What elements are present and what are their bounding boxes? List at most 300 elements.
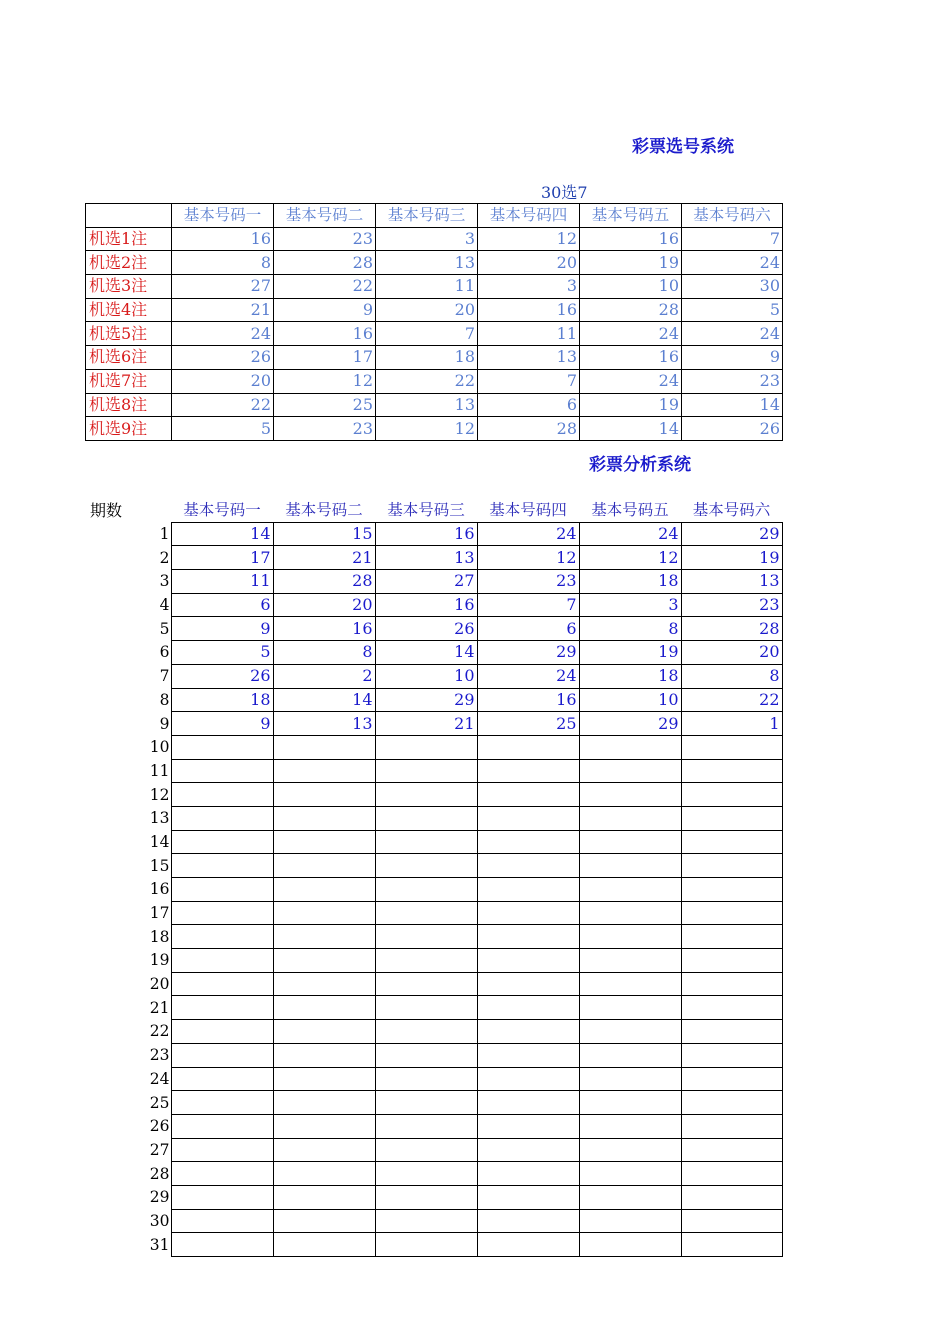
number-cell[interactable]: 28	[273, 570, 375, 594]
number-cell[interactable]	[375, 1067, 477, 1091]
selection-column-header: 基本号码三	[376, 204, 478, 228]
number-cell[interactable]	[579, 830, 681, 854]
number-cell[interactable]	[171, 901, 273, 925]
number-cell[interactable]: 13	[478, 346, 580, 370]
table-row	[85, 688, 782, 712]
number-cell[interactable]: 6	[477, 617, 579, 641]
number-cell[interactable]: 12	[477, 546, 579, 570]
number-cell[interactable]: 11	[171, 570, 273, 594]
number-cell[interactable]: 3	[376, 227, 478, 251]
issue-number: 8	[159, 690, 170, 709]
number-cell[interactable]: 29	[579, 712, 681, 736]
number-cell[interactable]	[681, 1114, 782, 1138]
row-label: 机选6注	[86, 346, 172, 370]
number-cell[interactable]: 16	[478, 298, 580, 322]
number-cell[interactable]	[579, 972, 681, 996]
number-cell[interactable]: 7	[477, 593, 579, 617]
number-cell[interactable]	[681, 878, 782, 902]
number-cell[interactable]	[477, 901, 579, 925]
number-cell[interactable]	[375, 925, 477, 949]
number-cell[interactable]: 14	[580, 417, 682, 441]
row-label: 机选9注	[86, 417, 172, 441]
number-cell[interactable]: 16	[274, 322, 376, 346]
number-cell[interactable]: 22	[172, 393, 274, 417]
table-row	[85, 522, 782, 546]
issue-number: 12	[149, 785, 170, 804]
number-cell[interactable]: 18	[376, 346, 478, 370]
number-cell[interactable]: 7	[682, 227, 783, 251]
table-row	[85, 1162, 782, 1186]
number-cell[interactable]: 10	[579, 688, 681, 712]
number-cell[interactable]: 9	[171, 712, 273, 736]
number-cell[interactable]: 2	[273, 664, 375, 688]
issue-number: 11	[149, 761, 170, 780]
selection-table	[85, 203, 783, 441]
number-cell[interactable]: 30	[682, 275, 783, 299]
number-cell[interactable]	[171, 1138, 273, 1162]
number-cell[interactable]: 20	[273, 593, 375, 617]
table-row	[85, 641, 782, 665]
number-cell[interactable]: 13	[375, 546, 477, 570]
number-cell[interactable]	[579, 925, 681, 949]
number-cell[interactable]: 16	[477, 688, 579, 712]
number-cell[interactable]	[375, 1185, 477, 1209]
issue-number: 30	[149, 1211, 170, 1230]
number-cell[interactable]	[273, 806, 375, 830]
row-label: 机选5注	[86, 322, 172, 346]
number-cell[interactable]: 20	[172, 369, 274, 393]
number-cell[interactable]	[579, 1233, 681, 1257]
number-cell[interactable]: 8	[172, 251, 274, 275]
number-cell[interactable]: 5	[682, 298, 783, 322]
number-cell[interactable]	[477, 1209, 579, 1233]
number-cell[interactable]: 13	[376, 251, 478, 275]
number-cell[interactable]: 18	[579, 570, 681, 594]
number-cell[interactable]	[375, 878, 477, 902]
number-cell[interactable]	[477, 806, 579, 830]
number-cell[interactable]	[273, 1138, 375, 1162]
number-cell[interactable]: 9	[171, 617, 273, 641]
number-cell[interactable]	[579, 1185, 681, 1209]
number-cell[interactable]: 29	[681, 522, 782, 546]
number-cell[interactable]: 13	[376, 393, 478, 417]
number-cell[interactable]	[681, 972, 782, 996]
number-cell[interactable]: 6	[478, 393, 580, 417]
number-cell[interactable]	[273, 996, 375, 1020]
number-cell[interactable]	[273, 901, 375, 925]
number-cell[interactable]: 18	[579, 664, 681, 688]
number-cell[interactable]	[171, 735, 273, 759]
number-cell[interactable]	[681, 1162, 782, 1186]
number-cell[interactable]	[579, 901, 681, 925]
number-cell[interactable]	[681, 854, 782, 878]
number-cell[interactable]	[375, 972, 477, 996]
analysis-table	[85, 499, 783, 1257]
number-cell[interactable]	[681, 735, 782, 759]
number-cell[interactable]	[273, 925, 375, 949]
number-cell[interactable]	[375, 1209, 477, 1233]
number-cell[interactable]	[681, 1209, 782, 1233]
number-cell[interactable]	[273, 759, 375, 783]
table-row	[86, 275, 783, 299]
row-label: 机选4注	[86, 298, 172, 322]
number-cell[interactable]: 11	[478, 322, 580, 346]
number-cell[interactable]	[681, 1233, 782, 1257]
number-cell[interactable]	[375, 806, 477, 830]
number-cell[interactable]	[579, 1162, 681, 1186]
number-cell[interactable]: 19	[580, 393, 682, 417]
table-row	[85, 830, 782, 854]
number-cell[interactable]	[273, 854, 375, 878]
table-row	[85, 854, 782, 878]
number-cell[interactable]: 23	[681, 593, 782, 617]
number-cell[interactable]: 23	[682, 369, 783, 393]
number-cell[interactable]	[579, 735, 681, 759]
number-cell[interactable]	[681, 1185, 782, 1209]
number-cell[interactable]	[681, 1067, 782, 1091]
table-row	[85, 806, 782, 830]
number-cell[interactable]	[375, 1043, 477, 1067]
number-cell[interactable]: 24	[172, 322, 274, 346]
number-cell[interactable]: 11	[376, 275, 478, 299]
number-cell[interactable]	[375, 854, 477, 878]
number-cell[interactable]: 24	[477, 664, 579, 688]
number-cell[interactable]: 28	[478, 417, 580, 441]
table-row	[85, 593, 782, 617]
number-cell[interactable]: 24	[682, 251, 783, 275]
number-cell[interactable]	[375, 1114, 477, 1138]
number-cell[interactable]: 26	[375, 617, 477, 641]
number-cell[interactable]	[171, 759, 273, 783]
number-cell[interactable]: 14	[273, 688, 375, 712]
table-row	[85, 949, 782, 973]
number-cell[interactable]: 15	[273, 522, 375, 546]
number-cell[interactable]	[375, 783, 477, 807]
table-row	[85, 878, 782, 902]
number-cell[interactable]	[681, 1138, 782, 1162]
number-cell[interactable]	[579, 783, 681, 807]
number-cell[interactable]: 19	[580, 251, 682, 275]
number-cell[interactable]	[171, 1233, 273, 1257]
number-cell[interactable]	[375, 1162, 477, 1186]
issue-number: 20	[149, 975, 170, 994]
number-cell[interactable]	[579, 1114, 681, 1138]
number-cell[interactable]: 17	[274, 346, 376, 370]
number-cell[interactable]: 22	[274, 275, 376, 299]
number-cell[interactable]	[477, 1138, 579, 1162]
number-cell[interactable]	[171, 878, 273, 902]
number-cell[interactable]: 13	[273, 712, 375, 736]
number-cell[interactable]	[579, 996, 681, 1020]
number-cell[interactable]: 7	[376, 322, 478, 346]
number-cell[interactable]: 23	[274, 227, 376, 251]
number-cell[interactable]	[681, 759, 782, 783]
number-cell[interactable]	[171, 854, 273, 878]
table-row	[85, 972, 782, 996]
number-cell[interactable]: 20	[681, 641, 782, 665]
number-cell[interactable]	[273, 1162, 375, 1186]
number-cell[interactable]	[171, 949, 273, 973]
number-cell[interactable]	[579, 806, 681, 830]
number-cell[interactable]: 3	[579, 593, 681, 617]
number-cell[interactable]: 23	[477, 570, 579, 594]
number-cell[interactable]	[477, 1043, 579, 1067]
number-cell[interactable]: 12	[478, 227, 580, 251]
number-cell[interactable]	[681, 830, 782, 854]
number-cell[interactable]	[273, 783, 375, 807]
number-cell[interactable]: 20	[478, 251, 580, 275]
number-cell[interactable]	[273, 1043, 375, 1067]
number-cell[interactable]	[477, 1233, 579, 1257]
issue-number: 7	[159, 667, 170, 686]
number-cell[interactable]: 24	[682, 322, 783, 346]
number-cell[interactable]: 28	[274, 251, 376, 275]
number-cell[interactable]	[681, 996, 782, 1020]
number-cell[interactable]: 27	[172, 275, 274, 299]
number-cell[interactable]	[171, 1043, 273, 1067]
issue-number: 15	[149, 856, 170, 875]
issue-number: 25	[149, 1093, 170, 1112]
number-cell[interactable]: 28	[580, 298, 682, 322]
table-row	[85, 1233, 782, 1257]
number-cell[interactable]	[681, 925, 782, 949]
number-cell[interactable]	[171, 925, 273, 949]
number-cell[interactable]	[273, 735, 375, 759]
row-label: 机选7注	[86, 369, 172, 393]
number-cell[interactable]: 14	[171, 522, 273, 546]
issue-number: 9	[159, 714, 170, 733]
number-cell[interactable]	[375, 1138, 477, 1162]
number-cell[interactable]	[273, 1091, 375, 1115]
number-cell[interactable]	[477, 759, 579, 783]
table-row	[85, 1209, 782, 1233]
number-cell[interactable]	[273, 830, 375, 854]
number-cell[interactable]	[477, 854, 579, 878]
number-cell[interactable]	[681, 1043, 782, 1067]
number-cell[interactable]: 16	[273, 617, 375, 641]
number-cell[interactable]: 22	[376, 369, 478, 393]
table-row	[85, 570, 782, 594]
number-cell[interactable]	[375, 759, 477, 783]
number-cell[interactable]: 25	[274, 393, 376, 417]
number-cell[interactable]: 14	[682, 393, 783, 417]
number-cell[interactable]	[375, 830, 477, 854]
number-cell[interactable]: 27	[375, 570, 477, 594]
number-cell[interactable]	[171, 1209, 273, 1233]
number-cell[interactable]: 8	[273, 641, 375, 665]
number-cell[interactable]	[273, 949, 375, 973]
number-cell[interactable]	[171, 1162, 273, 1186]
number-cell[interactable]: 12	[579, 546, 681, 570]
number-cell[interactable]: 13	[681, 570, 782, 594]
number-cell[interactable]	[477, 949, 579, 973]
number-cell[interactable]: 19	[579, 641, 681, 665]
number-cell[interactable]	[579, 759, 681, 783]
number-cell[interactable]	[477, 1114, 579, 1138]
number-cell[interactable]	[579, 1020, 681, 1044]
number-cell[interactable]: 29	[477, 641, 579, 665]
number-cell[interactable]: 17	[171, 546, 273, 570]
number-cell[interactable]: 24	[580, 369, 682, 393]
number-cell[interactable]	[273, 1185, 375, 1209]
number-cell[interactable]	[579, 1043, 681, 1067]
issue-number: 1	[159, 525, 170, 544]
number-cell[interactable]	[171, 1185, 273, 1209]
number-cell[interactable]	[477, 735, 579, 759]
table-row	[86, 227, 783, 251]
number-cell[interactable]: 23	[274, 417, 376, 441]
number-cell[interactable]: 3	[478, 275, 580, 299]
number-cell[interactable]	[579, 878, 681, 902]
number-cell[interactable]: 19	[681, 546, 782, 570]
number-cell[interactable]	[579, 1091, 681, 1115]
number-cell[interactable]	[579, 854, 681, 878]
table-row	[85, 759, 782, 783]
issue-number: 23	[149, 1046, 170, 1065]
issue-number: 4	[159, 596, 170, 615]
number-cell[interactable]	[273, 972, 375, 996]
number-cell[interactable]	[579, 1067, 681, 1091]
issue-number: 18	[149, 927, 170, 946]
analysis-header-row	[85, 499, 782, 522]
number-cell[interactable]	[171, 1114, 273, 1138]
number-cell[interactable]: 9	[274, 298, 376, 322]
number-cell[interactable]	[375, 949, 477, 973]
number-cell[interactable]	[681, 1091, 782, 1115]
number-cell[interactable]	[273, 1067, 375, 1091]
number-cell[interactable]	[681, 949, 782, 973]
number-cell[interactable]	[273, 878, 375, 902]
number-cell[interactable]: 28	[681, 617, 782, 641]
number-cell[interactable]	[171, 830, 273, 854]
row-label: 机选8注	[86, 393, 172, 417]
selection-column-header: 基本号码二	[274, 204, 376, 228]
number-cell[interactable]: 21	[172, 298, 274, 322]
number-cell[interactable]: 8	[681, 664, 782, 688]
number-cell[interactable]	[273, 1233, 375, 1257]
number-cell[interactable]: 7	[478, 369, 580, 393]
number-cell[interactable]	[273, 1020, 375, 1044]
number-cell[interactable]: 24	[579, 522, 681, 546]
number-cell[interactable]	[375, 735, 477, 759]
number-cell[interactable]: 20	[376, 298, 478, 322]
issue-number: 13	[149, 809, 170, 828]
number-cell[interactable]	[477, 1162, 579, 1186]
number-cell[interactable]: 24	[580, 322, 682, 346]
row-label: 机选3注	[86, 275, 172, 299]
number-cell[interactable]: 10	[580, 275, 682, 299]
number-cell[interactable]	[375, 1020, 477, 1044]
number-cell[interactable]	[477, 1020, 579, 1044]
number-cell[interactable]	[171, 972, 273, 996]
table-row	[86, 369, 783, 393]
number-cell[interactable]	[681, 783, 782, 807]
number-cell[interactable]	[579, 1209, 681, 1233]
issue-number: 6	[159, 643, 170, 662]
selection-column-header: 基本号码四	[478, 204, 580, 228]
number-cell[interactable]	[477, 996, 579, 1020]
selection-column-header: 基本号码五	[580, 204, 682, 228]
table-row	[85, 1043, 782, 1067]
issue-number: 26	[149, 1117, 170, 1136]
number-cell[interactable]: 16	[580, 227, 682, 251]
number-cell[interactable]	[171, 996, 273, 1020]
number-cell[interactable]	[477, 830, 579, 854]
number-cell[interactable]	[681, 806, 782, 830]
number-cell[interactable]	[171, 1067, 273, 1091]
number-cell[interactable]	[477, 783, 579, 807]
table-row	[85, 1020, 782, 1044]
number-cell[interactable]	[375, 1233, 477, 1257]
number-cell[interactable]	[171, 1091, 273, 1115]
number-cell[interactable]: 12	[376, 417, 478, 441]
number-cell[interactable]	[477, 1091, 579, 1115]
number-cell[interactable]: 14	[375, 641, 477, 665]
number-cell[interactable]: 8	[579, 617, 681, 641]
issue-number: 31	[149, 1235, 170, 1254]
number-cell[interactable]: 22	[681, 688, 782, 712]
number-cell[interactable]: 29	[375, 688, 477, 712]
issue-number: 28	[149, 1164, 170, 1183]
analysis-column-header: 基本号码一	[171, 499, 273, 522]
number-cell[interactable]: 26	[171, 664, 273, 688]
issue-number: 16	[149, 880, 170, 899]
number-cell[interactable]: 1	[681, 712, 782, 736]
number-cell[interactable]: 25	[477, 712, 579, 736]
number-cell[interactable]	[477, 1185, 579, 1209]
number-cell[interactable]: 21	[375, 712, 477, 736]
number-cell[interactable]: 12	[274, 369, 376, 393]
number-cell[interactable]	[273, 1114, 375, 1138]
number-cell[interactable]	[477, 1067, 579, 1091]
number-cell[interactable]	[171, 783, 273, 807]
number-cell[interactable]: 5	[172, 417, 274, 441]
number-cell[interactable]	[579, 1138, 681, 1162]
number-cell[interactable]: 18	[171, 688, 273, 712]
number-cell[interactable]	[375, 996, 477, 1020]
number-cell[interactable]: 24	[477, 522, 579, 546]
number-cell[interactable]	[375, 1091, 477, 1115]
number-cell[interactable]: 16	[375, 593, 477, 617]
number-cell[interactable]: 10	[375, 664, 477, 688]
number-cell[interactable]	[477, 972, 579, 996]
table-row	[86, 322, 783, 346]
number-cell[interactable]	[681, 1020, 782, 1044]
issue-number: 3	[159, 572, 170, 591]
issue-number: 5	[159, 619, 170, 638]
number-cell[interactable]: 16	[580, 346, 682, 370]
number-cell[interactable]: 16	[375, 522, 477, 546]
issue-number: 27	[149, 1140, 170, 1159]
table-row	[85, 1067, 782, 1091]
number-cell[interactable]	[273, 1209, 375, 1233]
number-cell[interactable]	[579, 949, 681, 973]
number-cell[interactable]	[477, 878, 579, 902]
number-cell[interactable]	[681, 901, 782, 925]
number-cell[interactable]	[375, 901, 477, 925]
selection-header-blank	[86, 204, 172, 228]
number-cell[interactable]: 16	[172, 227, 274, 251]
number-cell[interactable]: 6	[171, 593, 273, 617]
number-cell[interactable]	[171, 1020, 273, 1044]
number-cell[interactable]: 9	[682, 346, 783, 370]
number-cell[interactable]: 26	[172, 346, 274, 370]
number-cell[interactable]	[477, 925, 579, 949]
number-cell[interactable]: 5	[171, 641, 273, 665]
number-cell[interactable]	[171, 806, 273, 830]
number-cell[interactable]: 26	[682, 417, 783, 441]
number-cell[interactable]: 21	[273, 546, 375, 570]
